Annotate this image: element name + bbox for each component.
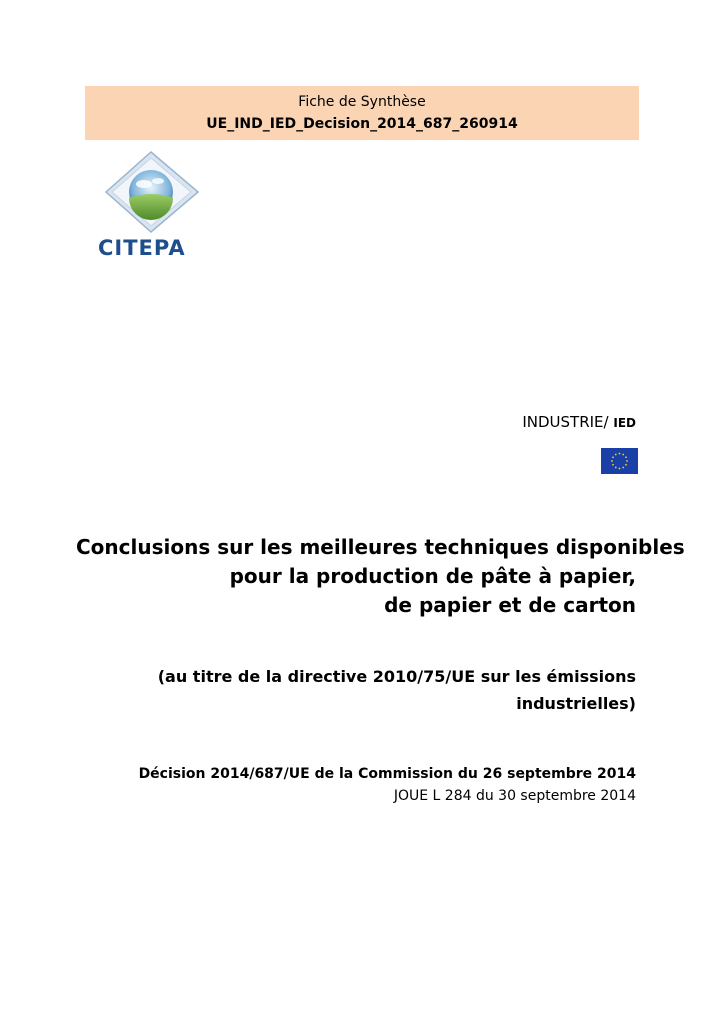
- title-line-3: de papier et de carton: [384, 593, 636, 617]
- eu-star-icon: [612, 464, 614, 466]
- subtitle-line-1: (au titre de la directive 2010/75/UE sur les émissions: [157, 667, 636, 686]
- eu-star-icon: [626, 460, 628, 462]
- eu-flag-icon: [601, 448, 638, 474]
- eu-star-icon: [625, 464, 627, 466]
- eu-star-icon: [611, 460, 613, 462]
- document-title: [76, 533, 685, 620]
- eu-star-icon: [615, 467, 617, 469]
- eu-star-icon: [615, 454, 617, 456]
- category-label: [522, 413, 636, 431]
- header-title: Fiche de Synthèse: [298, 94, 426, 110]
- eu-star-icon: [619, 453, 621, 455]
- eu-star-icon: [619, 468, 621, 470]
- title-line-2: pour la production de pâte à papier,: [229, 564, 636, 588]
- citepa-logo-text: CITEPA: [98, 236, 186, 260]
- decision-line-2: JOUE L 284 du 30 septembre 2014: [393, 788, 636, 804]
- decision-line-1: Décision 2014/687/UE de la Commission du 26 septembre 2014: [138, 766, 636, 782]
- header-banner: [85, 86, 639, 140]
- subtitle-line-2: industrielles): [516, 694, 636, 713]
- eu-star-icon: [625, 456, 627, 458]
- decision-reference: [76, 763, 636, 807]
- eu-star-icon: [622, 467, 624, 469]
- eu-star-icon: [622, 454, 624, 456]
- document-subtitle: [116, 663, 636, 717]
- eu-star-icon: [612, 456, 614, 458]
- title-line-1: Conclusions sur les meilleures techniques disponibles: [76, 535, 685, 559]
- document-reference: UE_IND_IED_Decision_2014_687_260914: [206, 116, 518, 132]
- category-sub: IED: [613, 416, 636, 430]
- category-main: INDUSTRIE/: [522, 413, 609, 431]
